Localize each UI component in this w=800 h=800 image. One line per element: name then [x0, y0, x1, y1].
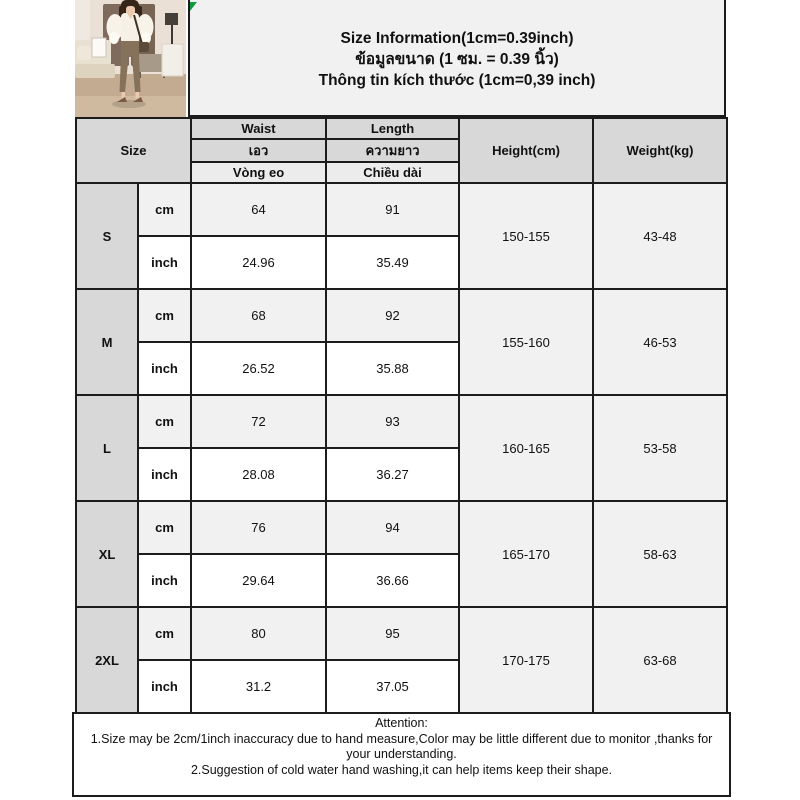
unit-inch-cell: inch: [138, 236, 191, 289]
title-vietnamese: Thông tin kích thước (1cm=0,39 inch): [318, 72, 596, 89]
size-letter-cell: M: [76, 289, 138, 395]
unit-inch-cell: inch: [138, 342, 191, 395]
unit-cm-cell: cm: [138, 289, 191, 342]
lamp: [165, 13, 178, 25]
length-header-en: Length: [326, 118, 459, 139]
title-thai: ข้อมูลขนาด (1 ซม. = 0.39 นิ้ว): [355, 51, 559, 68]
height-range-value: 150-155: [459, 183, 593, 289]
length-cm-value: 94: [326, 501, 459, 554]
length-cm-value: 91: [326, 183, 459, 236]
header-row-en: [76, 118, 727, 139]
waist-inch-value: 29.64: [191, 554, 326, 607]
length-cm-value: 92: [326, 289, 459, 342]
height-range-value: 170-175: [459, 607, 593, 713]
weight-header: Weight(kg): [593, 118, 727, 183]
unit-cm-cell: cm: [138, 501, 191, 554]
weight-range-value: 63-68: [593, 607, 727, 713]
picture-frame: [92, 38, 106, 57]
length-inch-value: 37.05: [326, 660, 459, 713]
length-cm-value: 93: [326, 395, 459, 448]
title-english: Size Information(1cm=0.39inch): [340, 30, 574, 47]
unit-inch-cell: inch: [138, 660, 191, 713]
size-table-body: [76, 183, 727, 713]
size-header-cell: Size: [76, 118, 191, 183]
weight-range-value: 43-48: [593, 183, 727, 289]
height-range-value: 165-170: [459, 501, 593, 607]
length-inch-value: 35.49: [326, 236, 459, 289]
size-letter-cell: XL: [76, 501, 138, 607]
waist-inch-value: 31.2: [191, 660, 326, 713]
waist-inch-value: 26.52: [191, 342, 326, 395]
length-header-vi: Chiều dài: [326, 162, 459, 183]
size-row-cm: [76, 501, 727, 554]
waist-cm-value: 80: [191, 607, 326, 660]
size-row-cm: [76, 607, 727, 660]
length-inch-value: 36.27: [326, 448, 459, 501]
attention-title: Attention:: [375, 716, 428, 730]
waist-cm-value: 72: [191, 395, 326, 448]
handbag: [138, 42, 149, 52]
size-table-head-rows: [76, 118, 727, 183]
length-inch-value: 35.88: [326, 342, 459, 395]
weight-range-value: 46-53: [593, 289, 727, 395]
unit-cm-cell: cm: [138, 395, 191, 448]
attention-item: 1.Size may be 2cm/1inch inaccuracy due to hand measure,Color may be little different due to monitor ,thanks for your understanding.: [90, 731, 713, 761]
size-letter-cell: S: [76, 183, 138, 289]
product-photo-illustration: [75, 0, 186, 117]
green-corner-marker-icon: [190, 2, 197, 11]
length-cm-value: 95: [326, 607, 459, 660]
size-row-cm: [76, 395, 727, 448]
nightstand: [162, 44, 183, 76]
height-range-value: 160-165: [459, 395, 593, 501]
size-letter-cell: 2XL: [76, 607, 138, 713]
size-information-header: [188, 0, 726, 117]
height-range-value: 155-160: [459, 289, 593, 395]
length-inch-value: 36.66: [326, 554, 459, 607]
size-table: [75, 117, 728, 714]
height-header: Height(cm): [459, 118, 593, 183]
length-header-th: ความยาว: [326, 139, 459, 162]
size-table-container: [75, 117, 728, 714]
waist-header-th: เอว: [191, 139, 326, 162]
waist-inch-value: 28.08: [191, 448, 326, 501]
unit-inch-cell: inch: [138, 554, 191, 607]
weight-range-value: 58-63: [593, 501, 727, 607]
size-row-cm: [76, 183, 727, 236]
attention-note: [72, 712, 731, 797]
waist-inch-value: 24.96: [191, 236, 326, 289]
waist-cm-value: 68: [191, 289, 326, 342]
attention-item: 2.Suggestion of cold water hand washing,it can help items keep their shape.: [190, 762, 613, 777]
unit-inch-cell: inch: [138, 448, 191, 501]
waist-cm-value: 64: [191, 183, 326, 236]
unit-cm-cell: cm: [138, 183, 191, 236]
unit-cm-cell: cm: [138, 607, 191, 660]
size-letter-cell: L: [76, 395, 138, 501]
size-row-cm: [76, 289, 727, 342]
waist-header-vi: Vòng eo: [191, 162, 326, 183]
product-photo: [75, 0, 186, 117]
weight-range-value: 53-58: [593, 395, 727, 501]
waist-cm-value: 76: [191, 501, 326, 554]
waist-header-en: Waist: [191, 118, 326, 139]
